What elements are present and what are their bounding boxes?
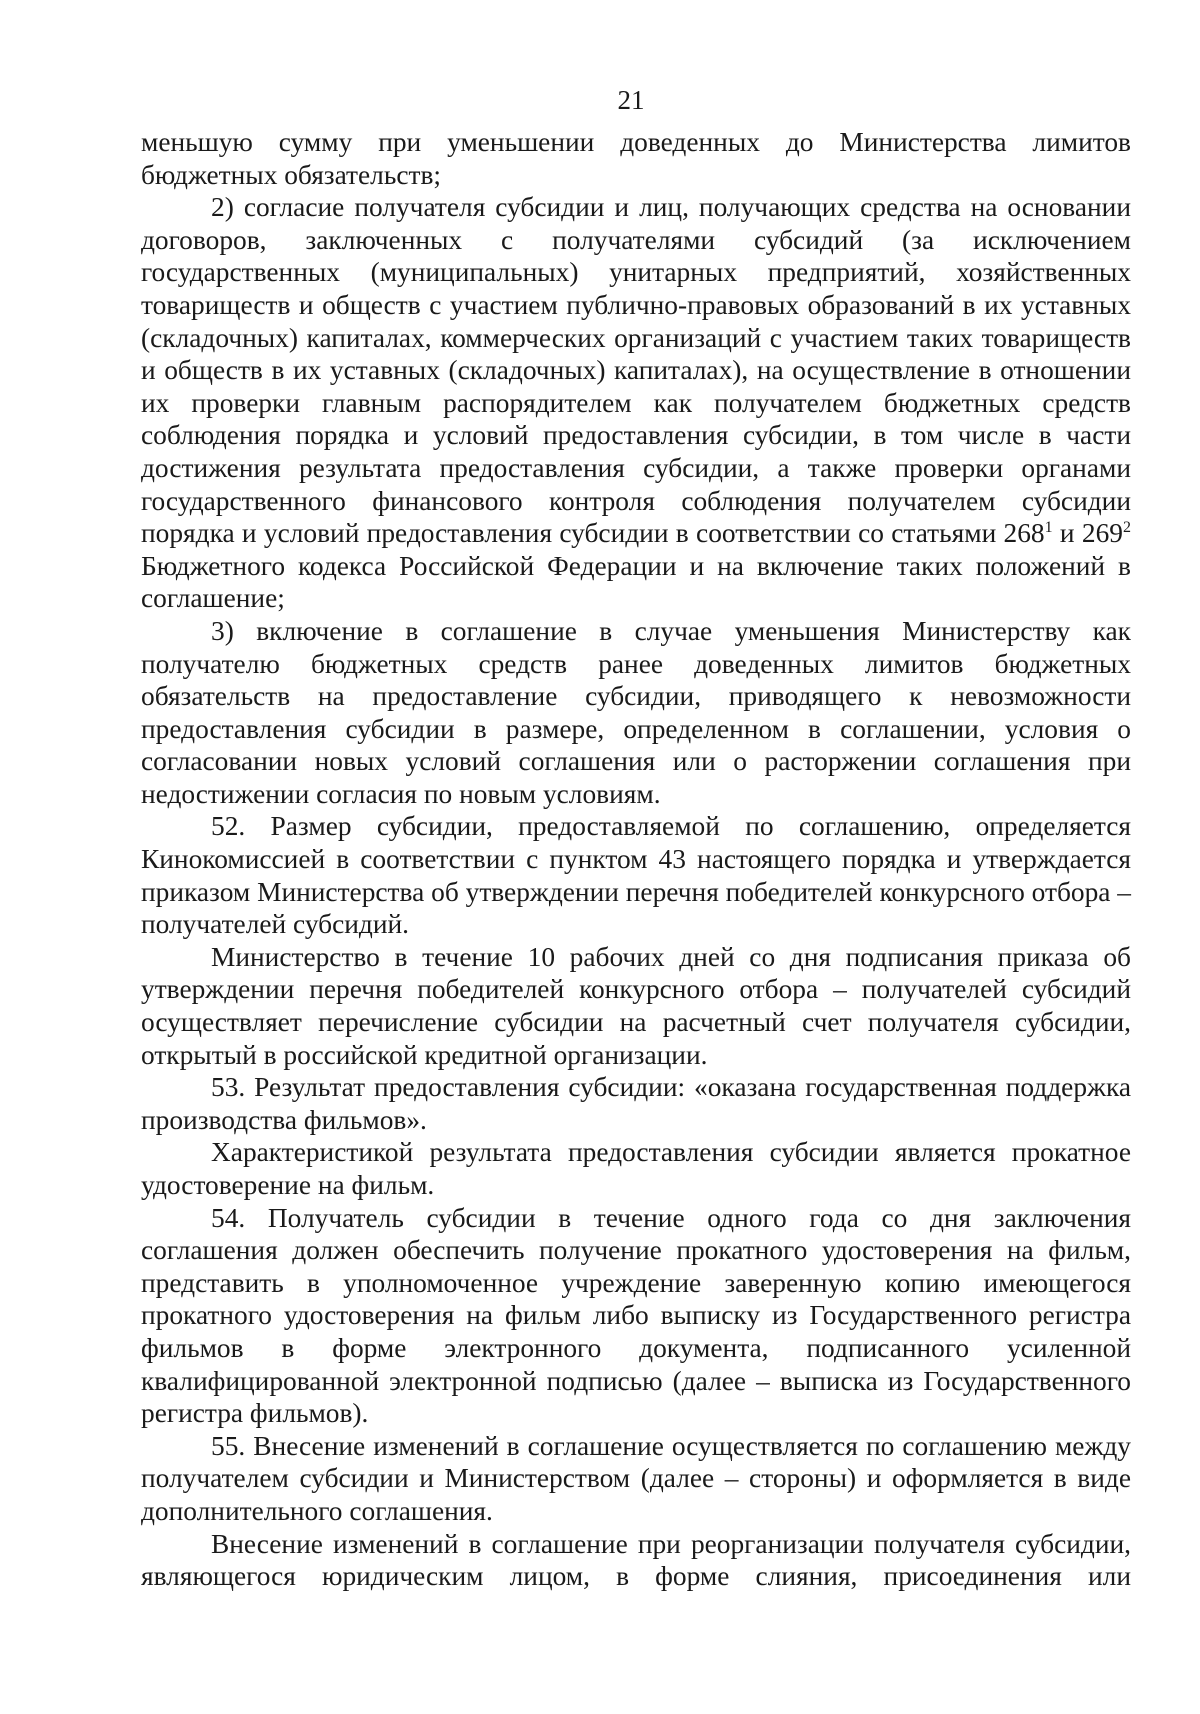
paragraph-continuation: меньшую сумму при уменьшении доведенных до Министерства лимитов бюджетных обязательств; — [141, 127, 1131, 190]
paragraph-clause-54: 54. Получатель субсидии в течение одного года со дня заключения соглашения должен обеспечить получение прокатного удостоверения на фильм, представить в уполномоченное учреждение заверенную копию имеющегося прокатного удостоверения на фильм либо выписку из Государственного регистра фильмов в форме электронного документа, подписанного усиленной квалифицированной электронной подписью (далее – выписка из Государственного регистра фильмов). — [141, 1202, 1131, 1429]
paragraph-clause-55: 55. Внесение изменений в соглашение осуществляется по соглашению между получателем субсидии и Министерством (далее – стороны) и оформляется в виде дополнительного соглашения. — [141, 1430, 1131, 1526]
paragraph-reorganization: Внесение изменений в соглашение при реорганизации получателя субсидии, являющегося юридическим лицом, в форме слияния, присоединения или — [141, 1528, 1131, 1592]
paragraph-clause-52: 52. Размер субсидии, предоставляемой по соглашению, определяется Кинокомиссией в соответствии с пунктом 43 настоящего порядка и утверждается приказом Министерства об утверждении перечня победителей конкурсного отбора – получателей субсидий. — [141, 811, 1131, 940]
paragraph-item-2-consent — [141, 191, 1131, 615]
paragraph-item-3-inclusion: 3) включение в соглашение в случае уменьшения Министерству как получателю бюджетных средств ранее доведенных лимитов бюджетных обязательств на предоставление субсидии, приводящего к невозможности предоставления субсидии в размере, определенном в соглашении, условия о согласовании новых условий соглашения или о расторжении соглашения при недостижении согласия по новым условиям. — [141, 615, 1131, 809]
paragraph-ministry-transfer: Министерство в течение 10 рабочих дней со дня подписания приказа об утверждении перечня победителей конкурсного отбора – получателей субсидий осуществляет перечисление субсидии на расчетный счет получателя субсидии, открытый в российской кредитной организации. — [141, 941, 1131, 1070]
document-body — [141, 126, 1131, 1593]
paragraph-text: 2) согласие получателя субсидии и лиц, получающих средства на основании договоров, заключенных с получателями субсидий (за исключением государственных (муниципальных) унитарных предприятий, хозяйственных товариществ и обществ с участием публично-правовых образований в их уставных (складочных) капиталах, коммерческих организаций с участием таких товариществ и обществ в их уставных (складочных) капиталах), на осуществление в отношении их проверки главным распорядителем как получателем бюджетных средств соблюдения порядка и условий предоставления субсидии, в том числе в части достижения результата предоставления субсидии, а также проверки органами государственного финансового контроля соблюдения получателем субсидии порядка и условий предоставления субсидии в соответствии со статьями 268 — [141, 192, 1131, 549]
paragraph-text: и 269 — [1052, 518, 1123, 549]
paragraph-clause-53: 53. Результат предоставления субсидии: «оказана государственная поддержка производства фильмов». — [141, 1072, 1131, 1135]
superscript: 1 — [1044, 519, 1053, 536]
page-number: 21 — [617, 85, 645, 115]
superscript: 2 — [1122, 519, 1131, 536]
paragraph-result-characteristic: Характеристикой результата предоставления субсидии является прокатное удостоверение на фильм. — [141, 1137, 1131, 1200]
paragraph-text: Бюджетного кодекса Российской Федерации и на включение таких положений в соглашение; — [141, 550, 1131, 614]
